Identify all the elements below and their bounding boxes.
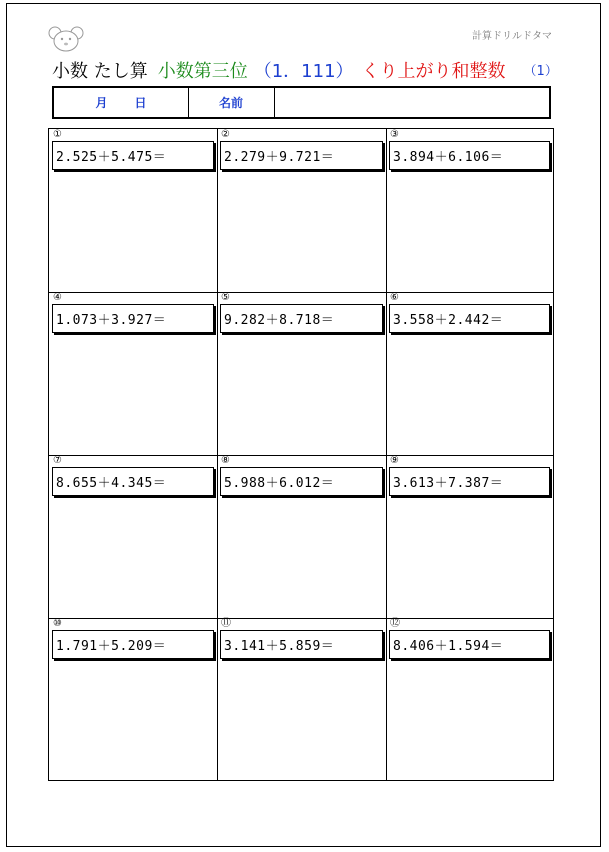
problem-cell[interactable] bbox=[386, 129, 553, 292]
problem-cell[interactable] bbox=[386, 292, 553, 455]
problem-expression: 2.279＋9.721＝ bbox=[220, 141, 383, 170]
problem-expression: 9.282＋8.718＝ bbox=[220, 304, 383, 333]
problem-cell[interactable] bbox=[217, 618, 386, 781]
problem-expression: 3.613＋7.387＝ bbox=[389, 467, 550, 496]
problem-expression: 8.655＋4.345＝ bbox=[52, 467, 214, 496]
problem-cell[interactable] bbox=[49, 129, 217, 292]
name-date-bar bbox=[52, 86, 551, 119]
problem-number: ⑧ bbox=[221, 455, 230, 466]
problem-number: ④ bbox=[53, 292, 62, 303]
problem-expression: 8.406＋1.594＝ bbox=[389, 630, 550, 659]
page-title bbox=[52, 60, 558, 86]
problem-expression: 3.141＋5.859＝ bbox=[220, 630, 383, 659]
problem-grid bbox=[48, 128, 554, 781]
problem-cell[interactable] bbox=[49, 455, 217, 618]
title-topic: 小数第三位 bbox=[157, 61, 248, 82]
problem-number: ③ bbox=[390, 129, 399, 140]
problem-expression: 3.558＋2.442＝ bbox=[389, 304, 550, 333]
problem-cell[interactable] bbox=[386, 455, 553, 618]
problem-cell[interactable] bbox=[217, 129, 386, 292]
title-condition: くり上がり和整数 bbox=[361, 61, 506, 82]
title-example: （1．111） bbox=[253, 61, 354, 82]
name-field[interactable] bbox=[275, 88, 549, 117]
name-label: 名前 bbox=[189, 88, 275, 117]
title-sheet-number: （1） bbox=[523, 64, 558, 79]
date-field[interactable] bbox=[54, 88, 189, 117]
problem-number: ⑤ bbox=[221, 292, 230, 303]
problem-expression: 2.525＋5.475＝ bbox=[52, 141, 214, 170]
problem-number: ⑩ bbox=[53, 618, 62, 629]
problem-cell[interactable] bbox=[217, 292, 386, 455]
problem-cell[interactable] bbox=[217, 455, 386, 618]
problem-cell[interactable] bbox=[49, 292, 217, 455]
problem-cell[interactable] bbox=[386, 618, 553, 781]
problem-number: ⑨ bbox=[390, 455, 399, 466]
problem-number: ② bbox=[221, 129, 230, 140]
month-label: 月 bbox=[95, 96, 108, 110]
problem-cell[interactable] bbox=[49, 618, 217, 781]
problem-number: ⑥ bbox=[390, 292, 399, 303]
problem-number: ① bbox=[53, 129, 62, 140]
problem-number: ⑫ bbox=[390, 618, 400, 629]
mouse-face-icon bbox=[48, 25, 84, 53]
problem-expression: 1.791＋5.209＝ bbox=[52, 630, 214, 659]
title-subject: 小数 たし算 bbox=[52, 61, 148, 82]
day-label: 日 bbox=[134, 96, 147, 110]
problem-number: ⑪ bbox=[221, 618, 231, 629]
problem-expression: 5.988＋6.012＝ bbox=[220, 467, 383, 496]
brand-label: 計算ドリルドタマ bbox=[472, 31, 552, 42]
problem-number: ⑦ bbox=[53, 455, 62, 466]
problem-expression: 3.894＋6.106＝ bbox=[389, 141, 550, 170]
problem-expression: 1.073＋3.927＝ bbox=[52, 304, 214, 333]
